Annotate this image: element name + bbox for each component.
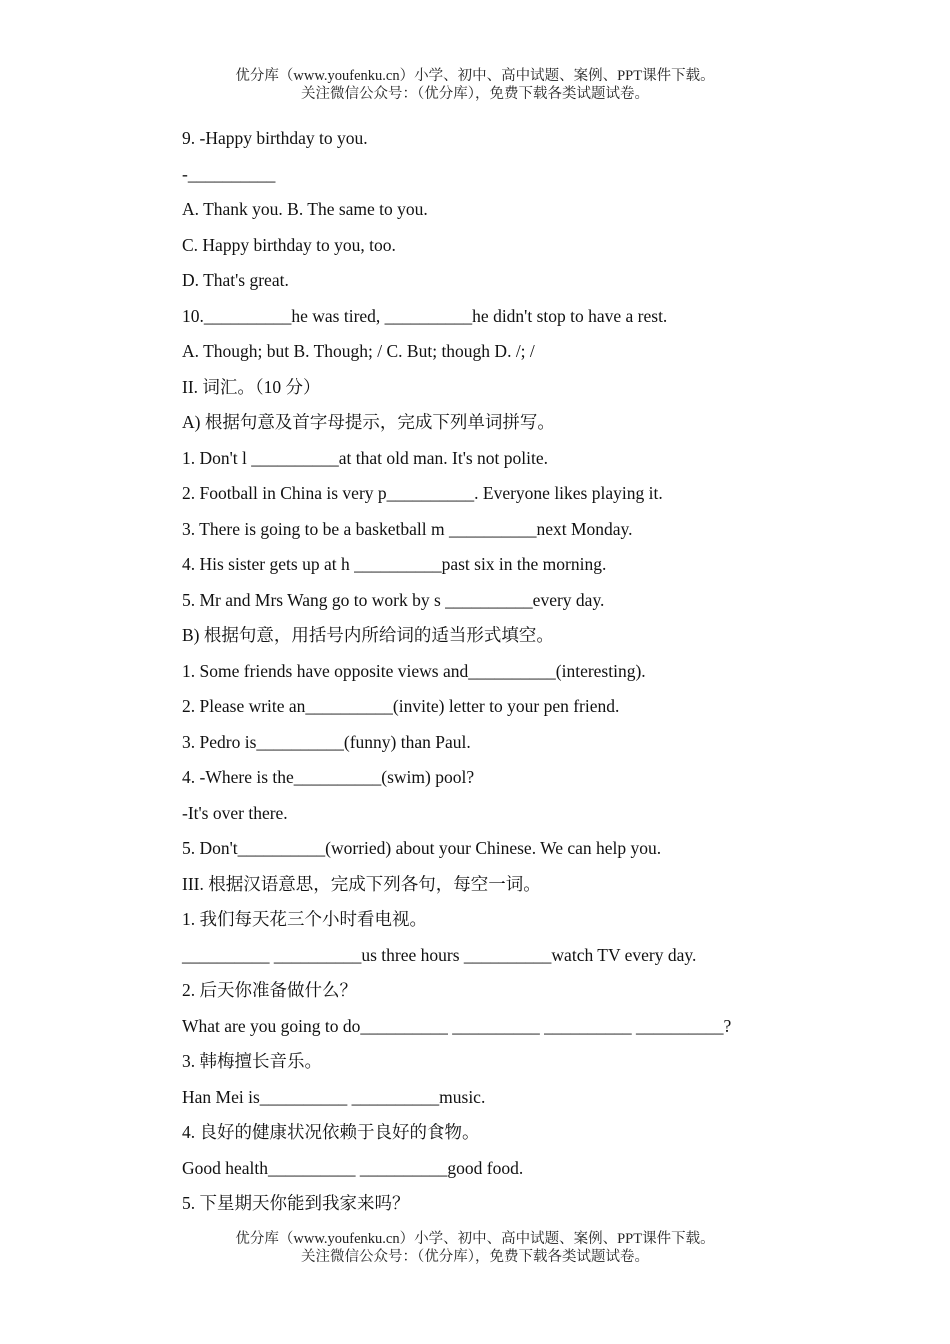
translation-prompt: 2. 后天你准备做什么？: [182, 980, 357, 1000]
vocab-item: 1. Don't l __________at that old man. It's not polite.: [182, 447, 548, 468]
question-9: 9. -Happy birthday to you.: [182, 128, 368, 148]
form-item: 2. Please write an__________(invite) letter to your pen friend.: [182, 696, 620, 716]
translation-answer: Good health__________ __________good food.: [182, 1157, 524, 1178]
option-line: A. Thank you. B. The same to you.: [182, 199, 428, 219]
footer-line-1: 优分库（www.youfenku.cn）小学、初中、高中试题、案例、PPT课件下载。: [235, 1231, 715, 1247]
header-line-1: 优分库（www.youfenku.cn）小学、初中、高中试题、案例、PPT课件下载。: [235, 68, 715, 84]
vocab-item: 3. There is going to be a basketball m __________next Monday.: [182, 518, 633, 539]
form-item-reply: -It's over there.: [182, 802, 288, 823]
vocab-item: 5. Mr and Mrs Wang go to work by s __________every day.: [182, 589, 605, 610]
form-item: 1. Some friends have opposite views and__________(interesting).: [182, 660, 646, 681]
translation-answer: __________ __________us three hours __________watch TV every day.: [182, 944, 697, 965]
translation-prompt: 1. 我们每天花三个小时看电视。: [182, 909, 427, 929]
translation-answer: What are you going to do__________ __________ __________ __________?: [182, 1015, 732, 1036]
form-item: 5. Don't__________(worried) about your Chinese. We can help you.: [182, 838, 662, 858]
document-body: [182, 121, 882, 1222]
section-heading: III. 根据汉语意思，完成下列各句，每空一词。: [182, 873, 541, 894]
form-item: 4. -Where is the__________(swim) pool?: [182, 767, 475, 787]
vocab-item: 4. His sister gets up at h __________past six in the morning.: [182, 554, 607, 574]
question-10: 10.__________he was tired, __________he didn't stop to have a rest.: [182, 305, 668, 326]
subsection-heading: A) 根据句意及首字母提示，完成下列单词拼写。: [182, 412, 555, 432]
translation-prompt: 3. 韩梅擅长音乐。: [182, 1051, 322, 1071]
page-footer: [0, 1230, 950, 1266]
option-line: C. Happy birthday to you, too.: [182, 234, 396, 255]
page-header: [0, 67, 950, 103]
translation-prompt: 4. 良好的健康状况依赖于良好的食物。: [182, 1122, 480, 1142]
footer-line-2: 关注微信公众号：（优分库），免费下载各类试题试卷。: [301, 1249, 649, 1265]
option-line: D. That's great.: [182, 270, 289, 290]
translation-prompt: 5. 下星期天你能到我家来吗？: [182, 1193, 410, 1213]
option-line: A. Though; but B. Though; / C. But; though D. /; /: [182, 341, 535, 361]
form-item: 3. Pedro is__________(funny) than Paul.: [182, 731, 471, 752]
translation-answer: Han Mei is__________ __________music.: [182, 1086, 486, 1107]
header-line-2: 关注微信公众号：（优分库），免费下载各类试题试卷。: [301, 86, 649, 102]
answer-blank: -__________: [182, 163, 276, 184]
vocab-item: 2. Football in China is very p__________. Everyone likes playing it.: [182, 483, 663, 503]
subsection-heading: B) 根据句意，用括号内所给词的适当形式填空。: [182, 625, 554, 645]
section-heading: II. 词汇。（10 分）: [182, 376, 321, 397]
